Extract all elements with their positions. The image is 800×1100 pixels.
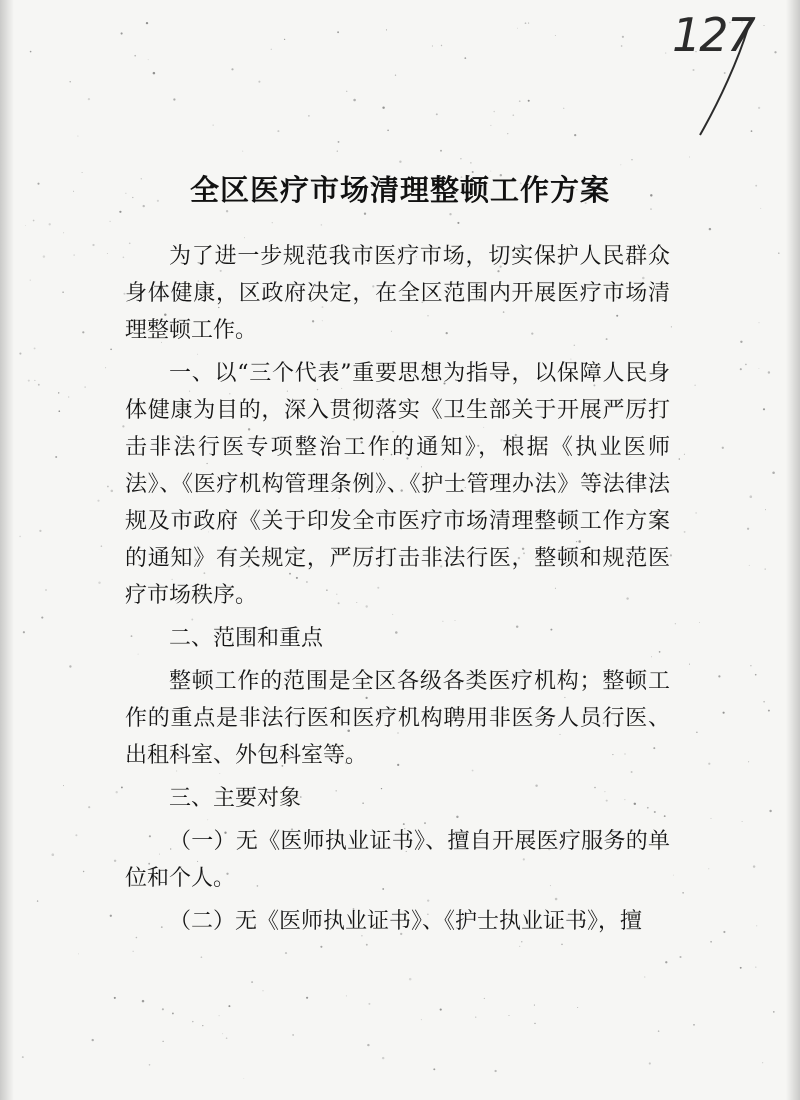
speckle [574,134,576,136]
speckle [111,490,114,493]
speckle [346,995,347,996]
speckle [644,976,645,977]
speckle [460,158,461,159]
speckle [213,125,214,126]
speckle [63,785,64,786]
speckle [85,387,86,388]
speckle [231,68,233,70]
speckle [718,675,720,677]
speckle [43,255,45,257]
speckle [671,326,672,327]
heading-main-targets: 三、主要对象 [169,786,302,811]
speckle [517,28,518,29]
speckle [475,1017,476,1018]
speckle [470,162,471,163]
speckle [722,447,724,449]
speckle [621,45,623,47]
speckle [173,98,175,100]
speckle [689,664,690,665]
speckle [693,69,695,71]
speckle [694,385,695,386]
speckle [337,31,339,33]
speckle [665,53,666,54]
speckle [441,45,442,46]
speckle [78,953,79,954]
speckle [226,210,228,212]
speckle [432,45,433,46]
speckle [682,892,683,893]
speckle [699,622,700,623]
speckle [649,1062,651,1064]
speckle [172,1012,174,1014]
speckle [23,631,25,633]
speckle [55,456,57,458]
speckle [494,1070,496,1072]
speckle [753,865,755,867]
speckle [755,966,756,967]
speckle [38,384,40,386]
speckle [440,150,442,152]
speckle [107,253,108,254]
speckle [277,130,279,132]
speckle [763,408,765,410]
speckle [675,623,676,624]
speckle [449,213,451,215]
paragraph-intro: 为了进一步规范我市医疗市场，切实保护人民群众身体健康，区政府决定，在全区范围内开展医疗市场清理整顿工作。 [125,244,670,343]
speckle [338,141,340,143]
speckle [509,1015,510,1016]
speckle [52,853,55,856]
speckle [30,51,32,53]
speckle [368,1003,370,1005]
speckle [768,371,770,373]
speckle [148,59,149,60]
speckle [162,1008,164,1010]
speckle [101,545,103,547]
speckle [762,1062,763,1063]
speckle [149,1064,151,1066]
speckle [119,211,121,213]
speckle [19,536,21,538]
speckle [83,871,84,872]
speckle [45,589,47,591]
speckle [258,81,260,83]
speckle [387,129,389,131]
speckle [285,952,287,954]
speckle [142,1000,145,1003]
speckle [756,926,757,927]
speckle [98,582,100,584]
speckle [110,915,112,917]
speckle [519,100,521,102]
speckle [226,1037,228,1039]
speckle [114,997,116,999]
speckle [242,151,243,152]
speckle [201,956,203,958]
speckle [773,1011,775,1013]
speckle [689,157,690,158]
speckle [320,946,322,948]
speckle [308,115,310,117]
speckle [768,710,770,712]
speckle [69,81,70,82]
speckle [41,617,43,619]
speckle [63,232,64,233]
speckle [133,951,134,952]
speckle [109,221,110,222]
speckle [202,1025,203,1026]
speckle [696,732,697,733]
speckle [670,554,672,556]
speckle [49,223,51,225]
speckle [740,341,742,343]
speckle [710,941,712,943]
speckle [382,106,384,108]
speckle [507,133,508,134]
speckle [105,367,106,368]
speckle [723,931,725,933]
speckle [364,213,366,215]
speckle [58,410,60,412]
speckle [272,222,273,223]
speckle [665,961,667,963]
speckle [490,125,491,126]
speckle [755,674,757,676]
speckle [774,51,776,53]
speckle [39,530,41,532]
speckle [709,228,711,230]
speckle [658,1030,660,1032]
speckle [525,22,527,24]
speckle [457,222,459,224]
speckle [68,396,69,397]
speckle [399,161,401,163]
heading-scope: 二、范围和重点 [169,626,324,651]
speckle [693,1024,694,1025]
speckle [778,252,780,254]
speckle [724,72,726,74]
speckle [321,224,323,226]
speckle [82,331,84,333]
speckle [37,900,38,901]
paragraph-target-2: （二）无《医师执业证书》、《护士执业证书》，擅 [169,909,643,934]
speckle [22,1056,24,1058]
speckle [577,1007,578,1008]
speckle [528,23,529,24]
speckle [745,364,747,366]
speckle [708,868,709,869]
speckle [631,159,632,160]
handwritten-page-number: 127 [672,8,754,62]
speckle [34,380,35,381]
speckle [409,978,412,981]
speckle [765,509,766,510]
document-title: 全区医疗市场清理整顿工作方案 [189,173,610,207]
speckle [116,791,118,793]
speckle [110,349,112,351]
speckle [88,806,90,808]
speckle [751,130,753,132]
speckle [262,990,263,991]
speckle [433,1068,435,1070]
speckle [92,1039,94,1041]
speckle [684,531,686,533]
speckle [695,512,696,513]
speckle [25,225,26,226]
speckle [30,280,31,281]
speckle [121,32,123,34]
speckle [758,107,760,109]
speckle [134,55,136,57]
speckle [28,380,30,382]
speckle [740,368,742,370]
speckle [421,1019,422,1020]
speckle [153,72,156,75]
speckle [436,113,438,115]
speckle [88,98,90,100]
speckle [121,786,123,788]
speckle [251,981,253,983]
speckle [77,136,78,137]
speckle [219,1015,220,1016]
speckle [34,347,36,349]
speckle [367,1044,369,1046]
speckle [750,665,751,666]
speckle [62,291,64,293]
speckle [346,91,347,92]
speckle [19,353,21,355]
speckle [386,29,387,30]
speckle [534,1023,535,1024]
speckle [528,100,530,102]
speckle [162,1041,163,1042]
speckle [769,810,771,812]
speckle [123,256,125,258]
speckle [723,712,725,714]
speckle [747,528,749,530]
speckle [97,500,99,502]
speckle [337,150,338,151]
speckle [673,875,674,876]
speckle [107,486,109,488]
speckle [353,99,356,102]
speckle [292,1034,293,1035]
speckle [271,49,272,50]
speckle [764,25,765,26]
speckle [740,967,742,969]
speckle [395,75,396,76]
speckle [684,454,685,455]
speckle [620,164,621,165]
speckle [114,860,116,862]
speckle [146,22,148,24]
paragraph-target-1: （一）无《医师执业证书》、擅自开展医疗服务的单位和个人。 [125,829,670,891]
speckle [622,36,624,38]
speckle [306,997,308,999]
speckle [382,1057,384,1059]
speckle [58,392,59,393]
speckle [679,458,681,460]
document-body [125,238,670,946]
speckle [710,818,711,819]
speckle [679,956,681,958]
speckle [534,1005,535,1006]
speckle [750,495,753,498]
speckle [555,35,556,36]
paragraph-scope: 整顿工作的范围是全区各级各类医疗机构；整顿工作的重点是非法行医和医疗机构聘用非医务人员行医、出租科室、外包科室等。 [125,669,670,768]
speckle [228,1005,230,1007]
speckle [742,821,743,822]
speckle [764,568,765,569]
speckle [33,220,35,222]
speckle [75,834,77,836]
speckle [74,255,75,256]
speckle [749,565,750,566]
speckle [563,108,564,109]
speckle [763,701,765,703]
speckle [484,998,485,999]
speckle [512,114,514,116]
speckle [772,472,775,475]
speckle [440,1009,442,1011]
speckle [708,763,710,765]
speckle [493,111,495,113]
speckle [222,1033,223,1034]
speckle [759,322,760,323]
speckle [284,39,285,40]
speckle [748,761,749,762]
speckle [243,1078,244,1079]
speckle [464,57,466,59]
speckle [758,368,759,369]
speckle [92,244,94,246]
speckle [192,1021,193,1022]
paragraph-guiding-principle: 一、以“三个代表”重要思想为指导，以保障人民身体健康为目的，深入贯彻落实《卫生部关于开展严厉打击非法行医专项整治工作的通知》，根据《执业医师法》、《医疗机构管理条例》、《护士管理办法》等法律法规及市政府《关于印发全市医疗市场清理整顿工作方案的通知》有关规定，严厉打击非法行医，整顿和规范医疗市场秩序。 [125,361,670,608]
speckle [69,665,71,667]
